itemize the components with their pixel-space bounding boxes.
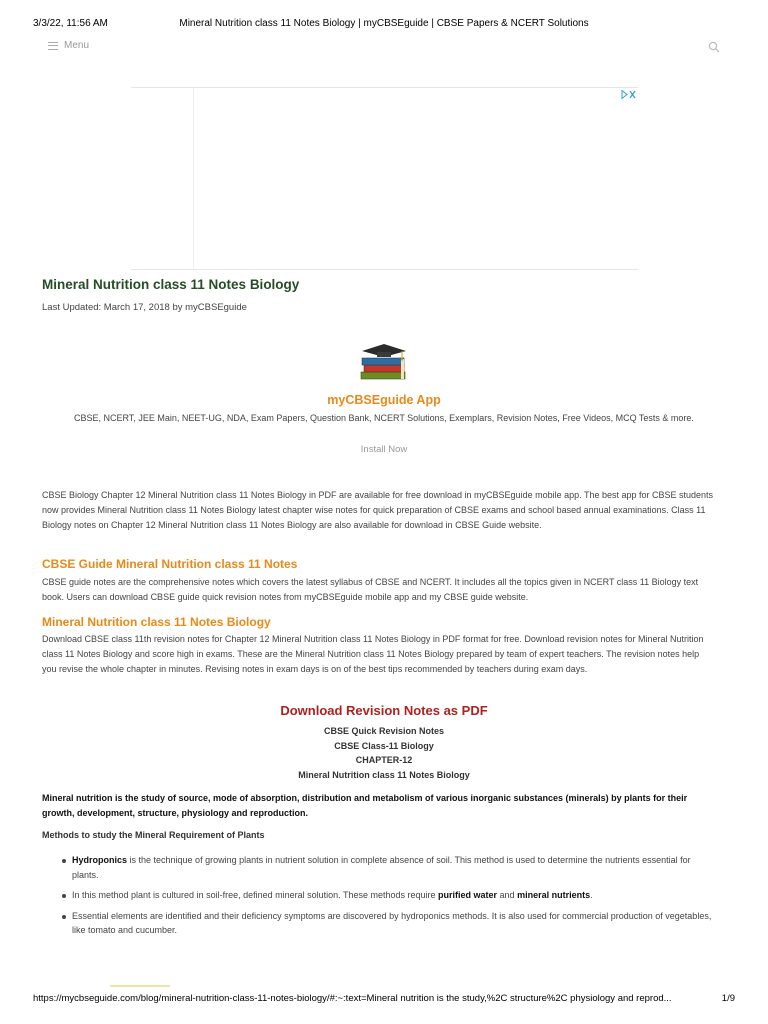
list-item: [42, 888, 714, 903]
section-paragraph-cbse-guide: CBSE guide notes are the comprehensive notes which covers the latest syllabus of CBSE and NCERT. It includes all the topics given in NCERT class 11 Biology text book. Users can download CBSE guide quick revision notes from myCBSEguide mobile app and my CBSE guide website.: [42, 577, 699, 602]
download-pdf-title[interactable]: Download Revision Notes as PDF: [280, 703, 488, 718]
books-graduation-cap-icon[interactable]: [358, 342, 410, 382]
page-number: 1/9: [721, 993, 735, 1004]
term-purified-water: purified water: [438, 890, 498, 900]
advertisement-slot[interactable]: [131, 87, 638, 270]
print-datetime: 3/3/22, 11:56 AM: [33, 18, 108, 29]
header-line: CBSE Quick Revision Notes: [323, 726, 445, 736]
app-description: CBSE, NCERT, JEE Main, NEET-UG, NDA, Exam Papers, Question Bank, NCERT Solutions, Exemplars, Revision Notes, Free Videos, MCQ Tests & more.: [74, 413, 694, 423]
ad-divider: [193, 88, 194, 269]
list-item-text: Essential elements are identified and their deficiency symptoms are discovered by hydroponics methods. It is also used for commercial production of vegetables, like tomato and cucumber.: [72, 910, 712, 935]
print-url: https://mycbseguide.com/blog/mineral-nutrition-class-11-notes-biology/#:~:text=Mineral nutrition is the study,%2C structure%2C physiology and reprod...: [33, 993, 672, 1004]
definition-paragraph: Mineral nutrition is the study of source, mode of absorption, distribution and metabolism of various inorganic substances (minerals) by plants for their growth, development, structure, physiology and reproduction.: [42, 793, 688, 818]
list-item: [42, 909, 714, 938]
hamburger-icon: [48, 42, 58, 50]
intro-paragraph: CBSE Biology Chapter 12 Mineral Nutrition class 11 Notes Biology in PDF are available for free download in myCBSEguide mobile app. The best app for CBSE students now provides Mineral Nutrition class 11 Notes Biology latest chapter wise notes for quick preparation of CBSE exams and school based annual examinations. Class 11 Biology notes on Chapter 12 Mineral Nutrition class 11 Notes Biology are also available for download in CBSE Guide website.: [42, 490, 714, 530]
list-item-text: and: [497, 890, 518, 900]
cut-off-image-sliver: [110, 985, 170, 987]
article-title: Mineral Nutrition class 11 Notes Biology: [42, 277, 300, 292]
site-topbar: [48, 40, 720, 56]
list-item-text: In this method plant is cultured in soil-free, defined mineral solution. These methods require: [72, 890, 439, 900]
menu-label: Menu: [64, 40, 90, 51]
methods-list: [42, 853, 714, 944]
menu-button[interactable]: [48, 40, 89, 51]
install-now-button[interactable]: Install Now: [360, 444, 408, 455]
list-item: [42, 853, 714, 882]
list-item-text: is the technique of growing plants in nutrient solution in complete absence of soil. This method is used to determine the nutrients essential for plants.: [72, 855, 691, 880]
header-line: Mineral Nutrition class 11 Notes Biology: [298, 769, 470, 780]
term-hydroponics: Hydroponics: [72, 855, 128, 865]
header-line: CHAPTER-12: [355, 755, 413, 765]
section-heading-notes: Mineral Nutrition class 11 Notes Biology: [42, 615, 271, 629]
search-icon[interactable]: [708, 41, 720, 53]
revision-notes-header: [0, 724, 768, 782]
section-heading-cbse-guide: CBSE Guide Mineral Nutrition class 11 Notes: [42, 557, 298, 571]
header-line: CBSE Class-11 Biology: [334, 740, 434, 751]
section-paragraph-notes: Download CBSE class 11th revision notes for Chapter 12 Mineral Nutrition class 11 Notes Biology in PDF format for free. Download revision notes for Mineral Nutrition class 11 Notes Biology and score high in exams. These are the Mineral Nutrition class 11 Notes Biology prepared by team of expert teachers. The revision notes help you revise the whole chapter in minutes. Revising notes in exam days is on of the best tips recommended by teachers during exam days.: [42, 634, 704, 674]
app-name[interactable]: myCBSEguide App: [327, 393, 441, 407]
methods-heading: Methods to study the Mineral Requirement of Plants: [42, 830, 265, 840]
ad-choices-icon[interactable]: [621, 89, 636, 100]
print-page-title: Mineral Nutrition class 11 Notes Biology | myCBSEguide | CBSE Papers & NCERT Solutions: [179, 18, 589, 29]
list-item-text: .: [590, 890, 593, 900]
term-mineral-nutrients: mineral nutrients: [517, 890, 591, 900]
article-meta: Last Updated: March 17, 2018 by myCBSEguide: [42, 302, 247, 313]
